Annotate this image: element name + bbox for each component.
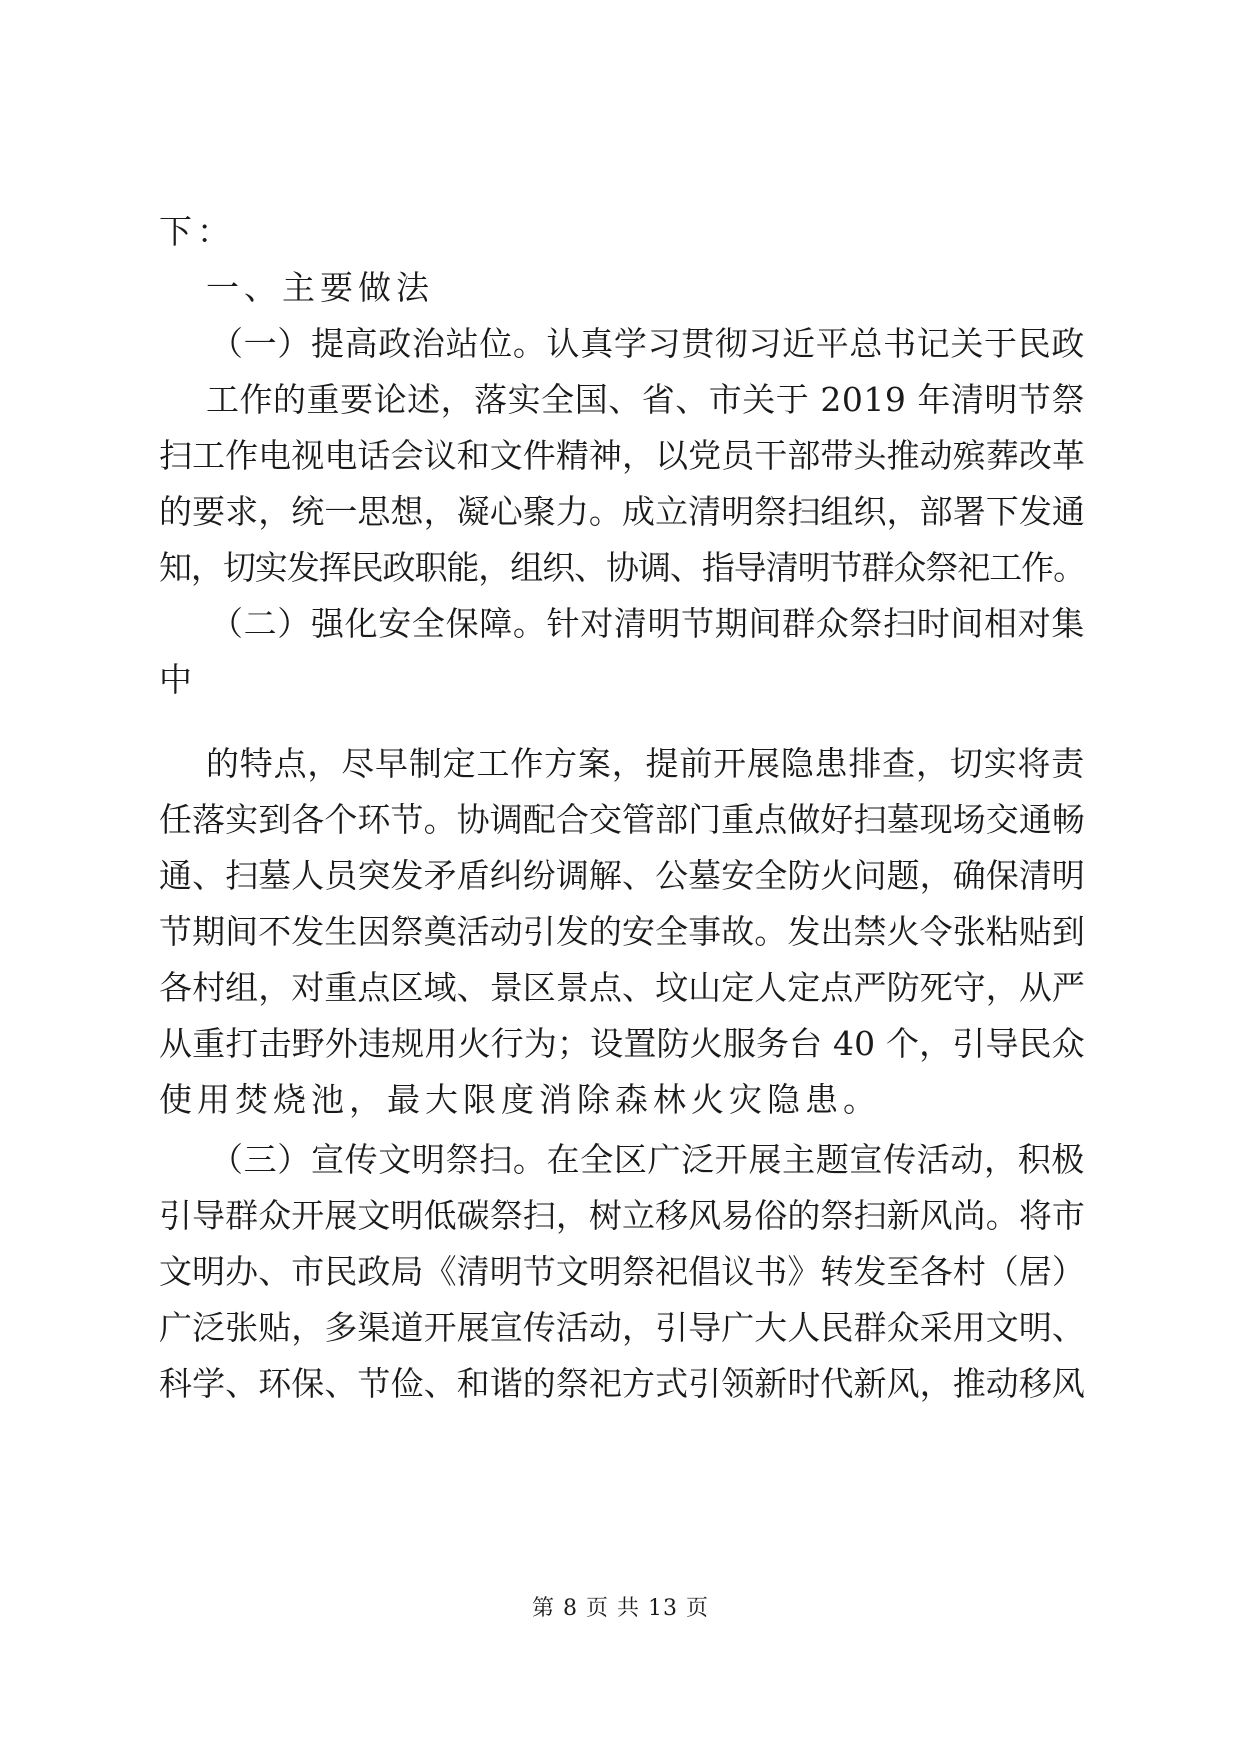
- paragraph-1-line: 知，切实发挥民政职能，组织、协调、指导清明节群众祭祀工作。: [159, 548, 1086, 587]
- paragraph-2-line: 通、扫墓人员突发矛盾纠纷调解、公墓安全防火问题，确保清明: [159, 856, 1085, 895]
- page-number-footer: 第 8 页 共 13 页: [532, 1596, 709, 1621]
- paragraph-1-line: （一）提高政治站位。认真学习贯彻习近平总书记关于民政: [210, 324, 1085, 363]
- paragraph-1-line: 的要求，统一思想，凝心聚力。成立清明祭扫组织，部署下发通: [159, 492, 1085, 531]
- paragraph-3-line: 引导群众开展文明低碳祭扫，树立移风易俗的祭扫新风尚。将市: [159, 1196, 1085, 1235]
- paragraph-2-line: 节期间不发生因祭奠活动引发的安全事故。发出禁火令张粘贴到: [159, 912, 1085, 951]
- paragraph-3-line: （三）宣传文明祭扫。在全区广泛开展主题宣传活动，积极: [210, 1140, 1085, 1179]
- paragraph-2-line: 从重打击野外违规用火行为；设置防火服务台 40 个，引导民众: [159, 1024, 1085, 1063]
- paragraph-2-line: （二）强化安全保障。针对清明节期间群众祭扫时间相对集: [210, 604, 1085, 643]
- section-heading: 一、主要做法: [206, 268, 434, 307]
- paragraph-2-line: 任落实到各个环节。协调配合交管部门重点做好扫墓现场交通畅: [159, 800, 1085, 839]
- paragraph-1-line: 工作的重要论述，落实全国、省、市关于 2019 年清明节祭: [206, 380, 1085, 419]
- paragraph-1-line: 扫工作电视电话会议和文件精神，以党员干部带头推动殡葬改革: [159, 436, 1085, 475]
- paragraph-2-line: 的特点，尽早制定工作方案，提前开展隐患排查，切实将责: [206, 744, 1085, 783]
- paragraph-2-line: 中: [159, 660, 197, 699]
- paragraph-3-line: 科学、环保、节俭、和谐的祭祀方式引领新时代新风，推动移风: [159, 1364, 1085, 1403]
- text-line: 下：: [159, 212, 235, 251]
- paragraph-2-line: 各村组，对重点区域、景区景点、坟山定人定点严防死守，从严: [159, 968, 1085, 1007]
- paragraph-3-line: 广泛张贴，多渠道开展宣传活动，引导广大人民群众采用文明、: [159, 1308, 1085, 1347]
- paragraph-2-line: 使用焚烧池，最大限度消除森林火灾隐患。: [159, 1080, 881, 1119]
- paragraph-3-line: 文明办、市民政局《清明节文明祭祀倡议书》转发至各村（居）: [159, 1252, 1085, 1291]
